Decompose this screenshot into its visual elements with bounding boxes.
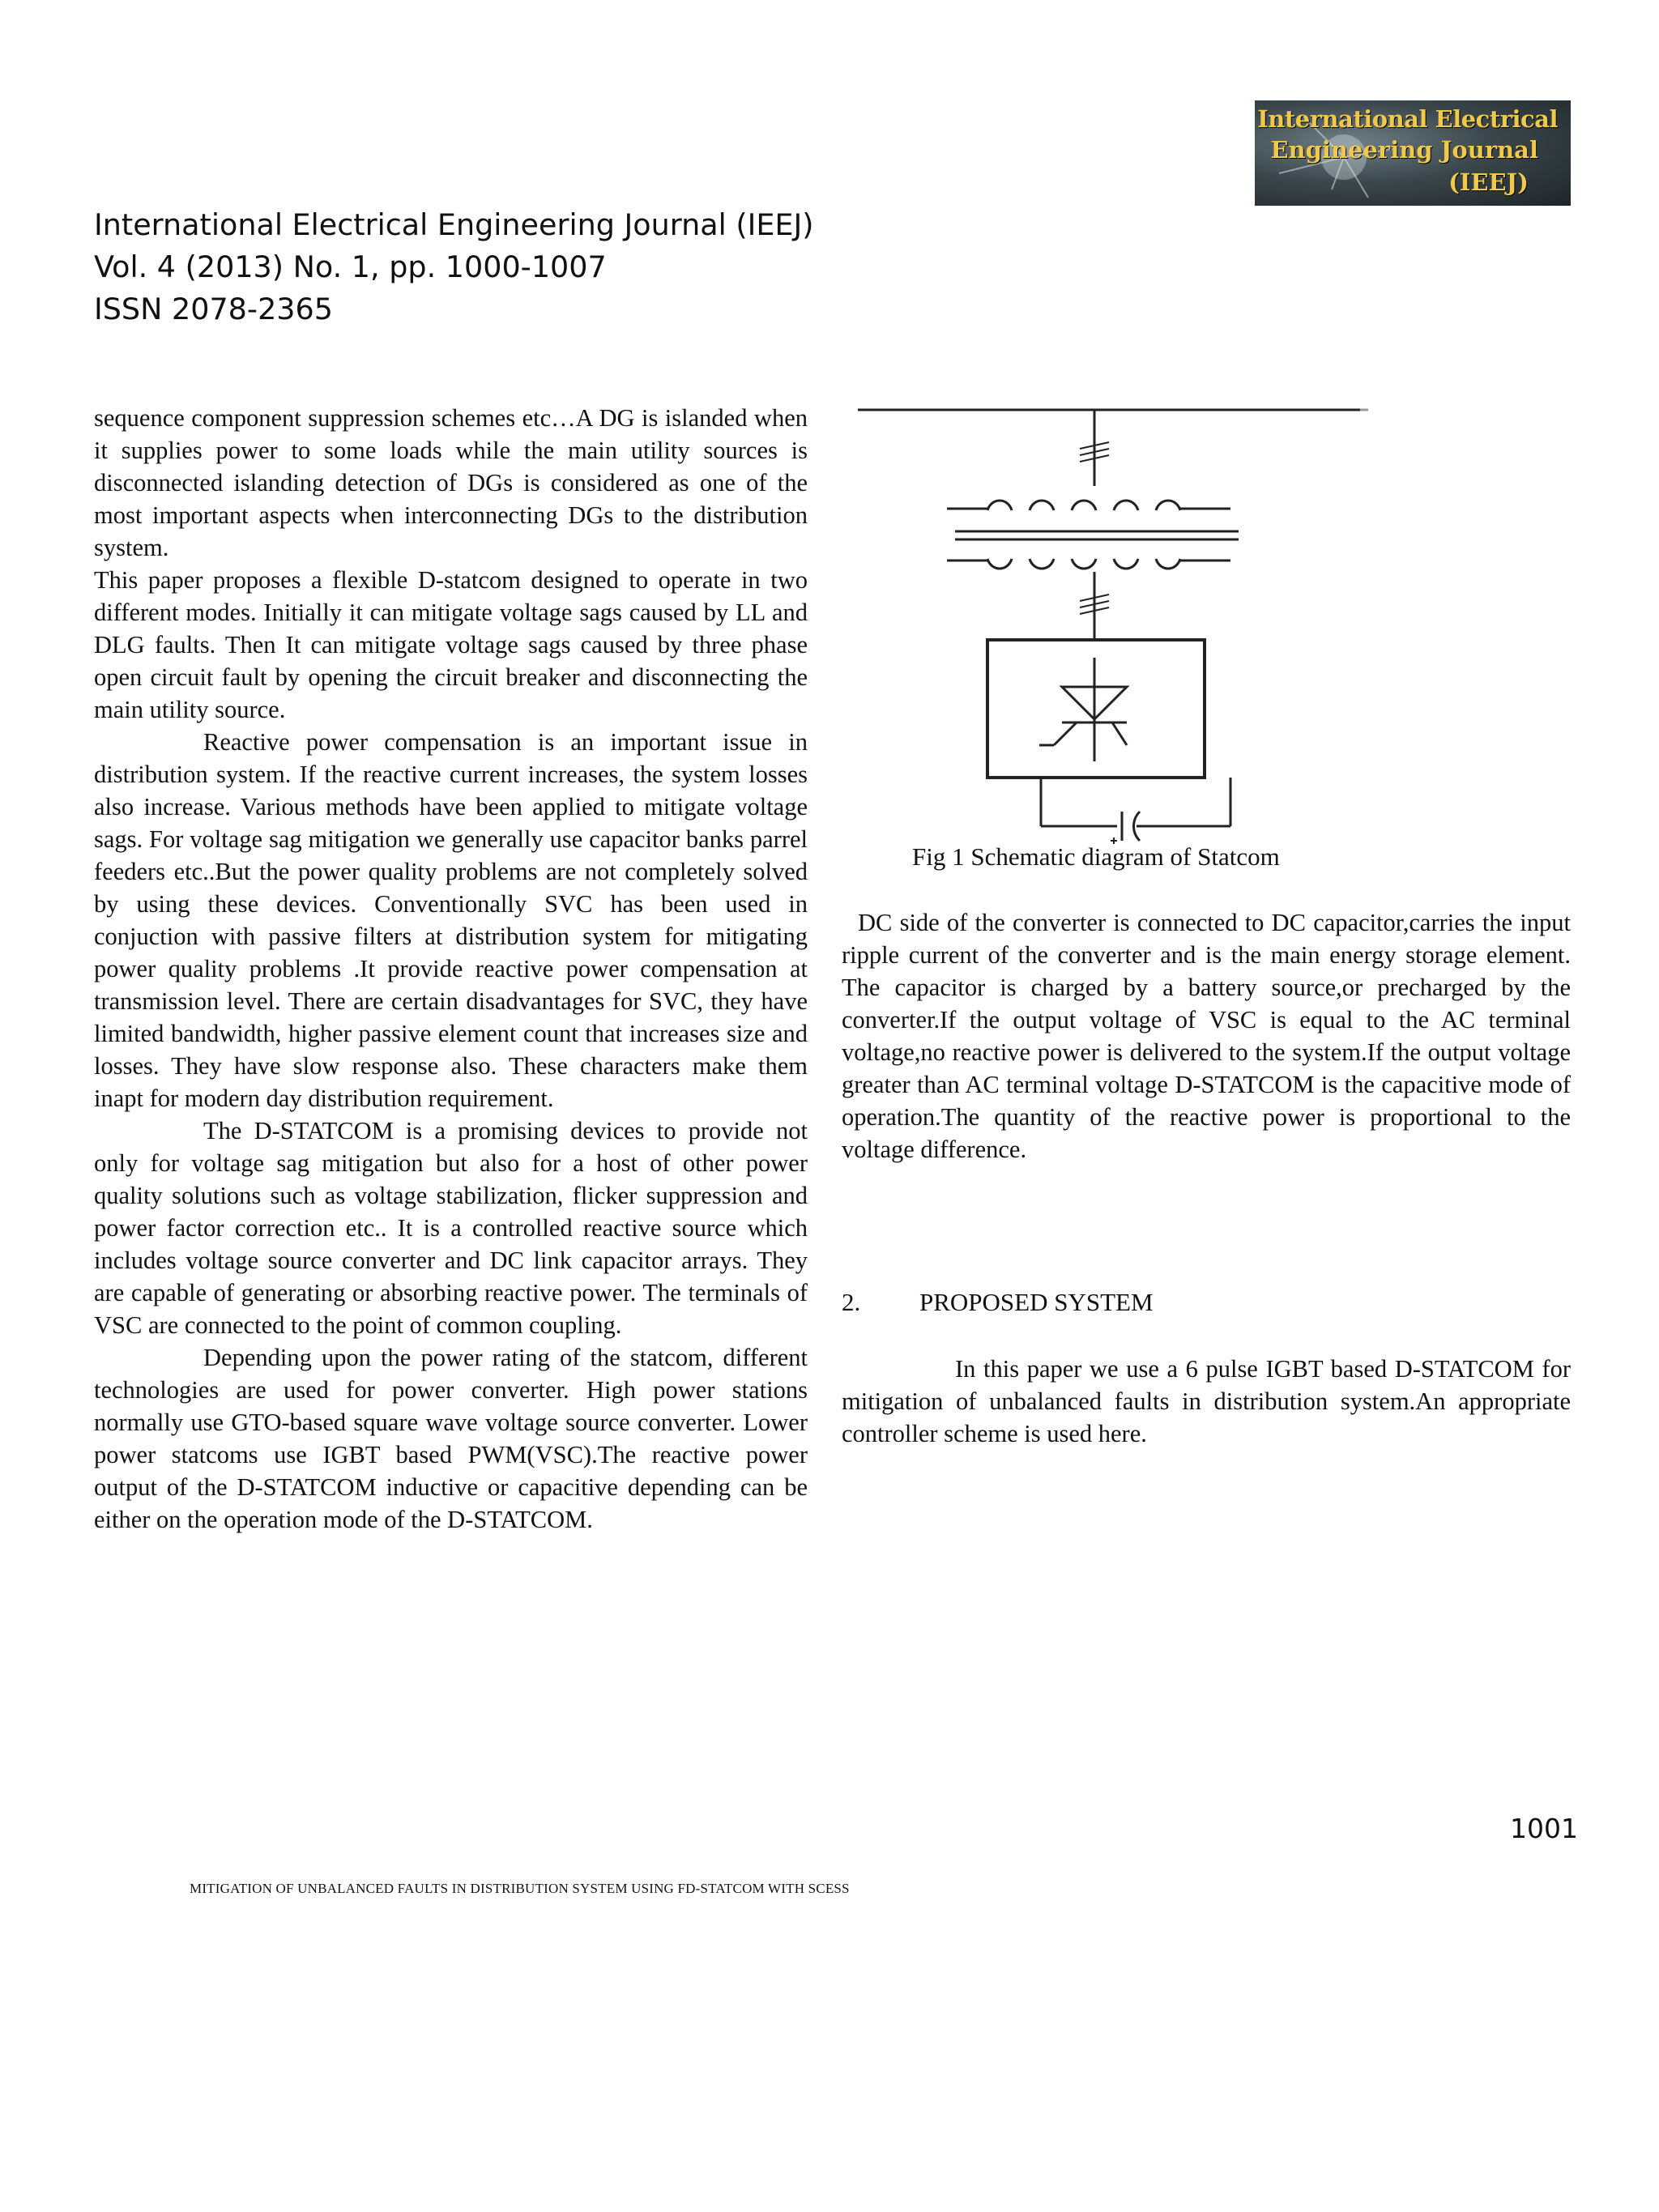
journal-title: International Electrical Engineering Journal (IEEJ) xyxy=(94,207,814,242)
paragraph: Reactive power compensation is an important issue in distribution system. If the reactive current increases, the system losses also increase. Various methods have been applied to mitigate voltage sags. For voltage sag mitigation we generally use capacitor banks parrel feeders etc..But the power quality problems are not completely solved by using these devices. Conventionally SVC has been used in conjuction with passive filters at distribution system for mitigating power quality problems .It provide reactive power compensation at transmission level. There are certain disadvantages for SVC, they have limited bandwidth, higher passive element count that increases size and losses. They have slow response also. These characters make them inapt for modern day distribution requirement. xyxy=(94,728,808,1112)
journal-issn: ISSN 2078-2365 xyxy=(94,292,333,326)
right-column xyxy=(842,906,1571,1166)
left-column xyxy=(94,402,808,1536)
section-title: PROPOSED SYSTEM xyxy=(919,1288,1154,1316)
statcom-schematic-figure xyxy=(842,389,1571,859)
journal-volume: Vol. 4 (2013) No. 1, pp. 1000-1007 xyxy=(94,249,607,284)
logo-line-2: Engineering Journal xyxy=(1270,136,1538,164)
section-body xyxy=(842,1353,1571,1450)
journal-logo xyxy=(1255,100,1571,206)
figure-caption: Fig 1 Schematic diagram of Statcom xyxy=(912,842,1280,871)
paragraph: In this paper we use a 6 pulse IGBT based D-STATCOM for mitigation of unbalanced faults in distribution system.An appropriate controller scheme is used here. xyxy=(842,1355,1571,1447)
section-heading xyxy=(842,1286,1154,1319)
paragraph: Depending upon the power rating of the statcom, different technologies are used for power converter. High power stations normally use GTO-based square wave voltage source converter. Lower power statcoms use IGBT based PWM(VSC).The reactive power output of the D-STATCOM inductive or capacitive depending can be either on the operation mode of the D-STATCOM. xyxy=(94,1344,808,1533)
running-footer: MITIGATION OF UNBALANCED FAULTS IN DISTRIBUTION SYSTEM USING FD-STATCOM WITH SCESS xyxy=(190,1881,850,1896)
paragraph: DC side of the converter is connected to DC capacitor,carries the input ripple current of the converter and is the main energy storage element. The capacitor is charged by a battery source,or precharged by the converter.If the output voltage of VSC is equal to the AC terminal voltage,no reactive power is delivered to the system.If the output voltage greater than AC terminal voltage D-STATCOM is the capacitive mode of operation.The quantity of the reactive power is proportional to the voltage difference. xyxy=(842,909,1571,1163)
section-number: 2. xyxy=(842,1288,861,1316)
statcom-schematic-diagram xyxy=(842,389,1571,859)
logo-line-1: International Electrical xyxy=(1257,105,1558,133)
page-number: 1001 xyxy=(1510,1813,1578,1844)
journal-header xyxy=(94,204,814,330)
paragraph: The D-STATCOM is a promising devices to provide not only for voltage sag mitigation but also for a host of other power quality solutions such as voltage stabilization, flicker suppression and power factor correction etc.. It is a controlled reactive source which includes voltage source converter and DC link capacitor arrays. They are capable of generating or absorbing reactive power. The terminals of VSC are connected to the point of common coupling. xyxy=(94,1117,808,1339)
paragraph: This paper proposes a flexible D-statcom designed to operate in two different modes. Initially it can mitigate voltage sags caused by LL and DLG faults. Then It can mitigate voltage sags caused by three phase open circuit fault by opening the circuit breaker and disconnecting the main utility source. xyxy=(94,566,808,723)
paragraph: sequence component suppression schemes etc…A DG is islanded when it supplies power to some loads while the main utility sources is disconnected islanding detection of DGs is considered as one of the most important aspects when interconnecting DGs to the distribution system. xyxy=(94,404,808,561)
logo-line-3: (IEEJ) xyxy=(1448,168,1529,196)
